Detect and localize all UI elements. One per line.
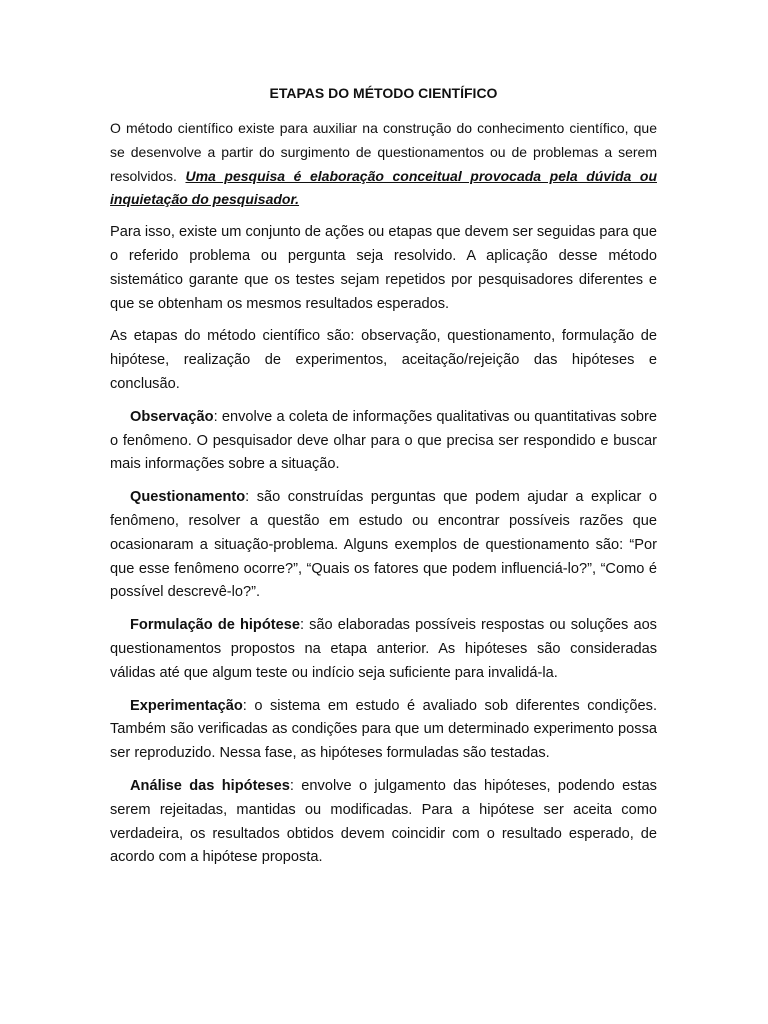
step-term: Análise das hipóteses <box>130 777 290 794</box>
paragraph-steps-list: As etapas do método científico são: observação, questionamento, formulação de hipótese, realização de experimentos, aceitação/rejeição das hipóteses e conclusão. <box>110 328 657 392</box>
step-text: : envolve o julgamento das hipóteses, podendo estas serem rejeitadas, mantidas ou modificadas. Para a hipótese ser aceita como verdadeira, os resultados obtidos devem coincidir com o resultado esperado, de acordo com a hipótese proposta. <box>110 777 657 866</box>
step-questioning <box>110 486 657 605</box>
document-title: ETAPAS DO MÉTODO CIENTÍFICO <box>269 85 498 101</box>
intro-emphasis: Uma pesquisa é elaboração conceitual provocada pela dúvida ou inquietação do pesquisador. <box>110 167 657 208</box>
step-term: Experimentação <box>130 697 243 714</box>
intro-paragraph <box>110 117 657 212</box>
step-term: Formulação de hipótese <box>130 617 300 634</box>
step-text: : são construídas perguntas que podem ajudar a explicar o fenômeno, resolver a questão em estudo ou encontrar possíveis razões que ocasionaram a situação-problema. Alguns exemplos de questionamento são: “Por que esse fenômeno ocorre?”, “Quais os fatores que podem influenciá-lo?”, “Como é possível descrevê-lo?”. <box>110 489 657 601</box>
document-body <box>110 117 657 879</box>
step-term: Observação <box>130 408 214 425</box>
paragraph-actions: Para isso, existe um conjunto de ações ou etapas que devem ser seguidas para que o referido problema ou pergunta seja resolvido. A aplicação desse método sistemático garante que os testes sejam repetidos por pesquisadores diferentes e que se obtenham os mesmos resultados esperados. <box>110 224 657 312</box>
step-observation <box>110 406 657 477</box>
step-text: : o sistema em estudo é avaliado sob diferentes condições. Também são verificadas as condições para que um determinado experimento possa ser reproduzido. Nessa fase, as hipóteses formuladas são testadas. <box>110 697 657 762</box>
intro-text: O método científico existe para auxiliar na construção do conhecimento científico, que se desenvolve a partir do surgimento de questionamentos ou de problemas a serem resolvidos. <box>110 120 657 184</box>
step-term: Questionamento <box>130 489 246 506</box>
step-text: : são elaboradas possíveis respostas ou soluções aos questionamentos propostos na etapa anterior. As hipóteses são consideradas válidas até que algum teste ou indício seja suficiente para invalidá-la. <box>110 617 657 681</box>
step-hypothesis <box>110 614 657 685</box>
step-experimentation <box>110 695 657 766</box>
step-hypothesis-analysis <box>110 775 657 870</box>
step-text: : envolve a coleta de informações qualitativas ou quantitativas sobre o fenômeno. O pesquisador deve olhar para o que precisa ser respondido e buscar mais informações sobre a situação. <box>110 408 657 473</box>
